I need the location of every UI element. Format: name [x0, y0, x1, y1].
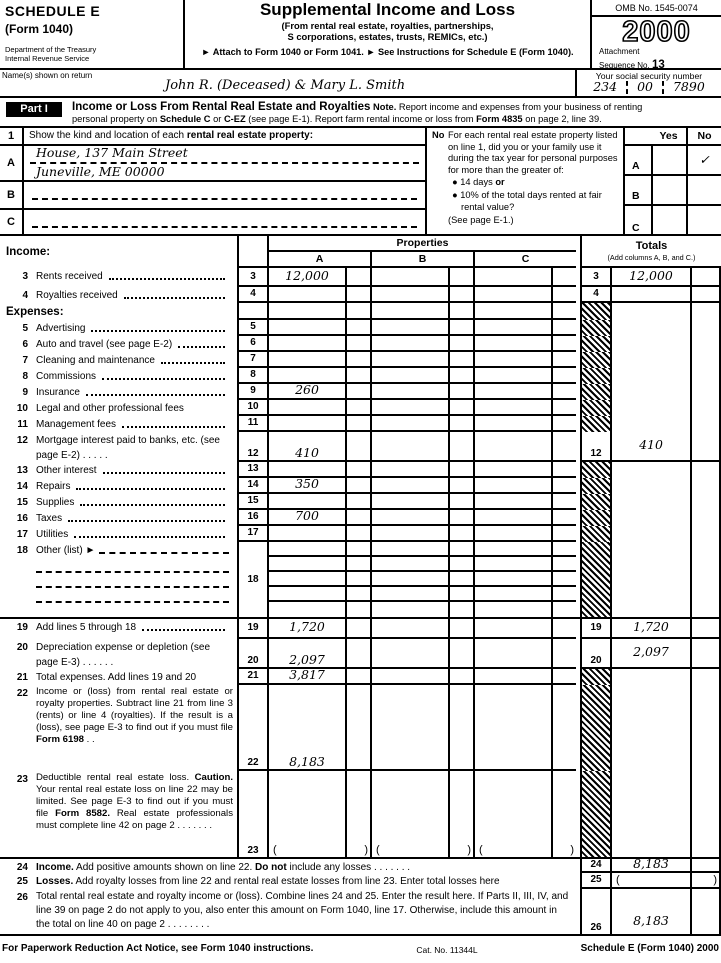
line3-total-amount[interactable]: 12,000	[610, 268, 690, 287]
line5-row: 5 Advertising 5	[0, 320, 721, 336]
hatched-cell	[580, 542, 610, 617]
property-c-letter: C	[0, 210, 24, 234]
line21-a-amount[interactable]: 3,817	[267, 669, 345, 685]
line4-label: Royalties received	[36, 290, 118, 301]
line4-c-cents[interactable]	[551, 287, 576, 303]
line11-c-amount[interactable]	[473, 416, 551, 432]
income-label: Income:	[6, 246, 51, 258]
line19-total-no: 19	[580, 619, 610, 639]
form-subtitle: (From rental real estate, royalties, partnerships, S corporations, estates, trusts, REMICs, etc.)	[281, 19, 494, 42]
line26-total-no: 26	[580, 889, 610, 934]
hatched-cell	[580, 352, 610, 368]
hatched-cell	[580, 400, 610, 416]
line4-b-cents[interactable]	[448, 287, 473, 303]
line17-desc: 17 Utilities	[0, 526, 237, 542]
line10-desc: 10 Legal and other professional fees	[16, 403, 184, 414]
answer-row-b	[625, 176, 721, 206]
hatched-cell	[580, 510, 610, 526]
answer-a-no-cell[interactable]: ✓	[686, 146, 721, 174]
line17-b-amount[interactable]	[370, 526, 448, 542]
hatched-cell	[580, 303, 610, 320]
line25-row: 25 Losses. Add royalty losses from line 22 and rental real estate losses from line 23. Enter total losses here 25 ( )	[0, 873, 721, 889]
line23-row: 23 Deductible rental real estate loss. Caution. Your rental real estate loss on line 22 may be limited. See page E-3 to find out if you must file Form 8582. Real estate professionals must complete line 42 on page 2 . . . . . . . 23 ( ) ( ) ( )	[0, 771, 721, 857]
line3-b-cents[interactable]	[448, 268, 473, 287]
part1-label: Part I	[6, 102, 62, 117]
ssn-label: Your social security number	[595, 71, 703, 81]
line22-desc: 22 Income or (loss) from rental real estate or royalty properties. Subtract line 21 from line 3 (rents) or line 4 (royalties). If the result is a (loss), see page E-3 to find out if you must file Form 6198 . .	[16, 686, 233, 745]
dot-leader	[124, 297, 225, 299]
line12-total-amount[interactable]: 410	[610, 432, 690, 462]
header-lineno-cell	[237, 236, 267, 268]
line12-c-amount[interactable]	[473, 432, 551, 462]
dot-leader	[103, 472, 225, 474]
line17-row: 17 Utilities 17	[0, 526, 721, 542]
tax-year: 2000	[622, 16, 691, 48]
line24-total-amount[interactable]: 8,183	[610, 859, 690, 873]
omb-number: OMB No. 1545-0074	[592, 0, 721, 17]
line3-label: Rents received	[36, 271, 103, 282]
line25-total-no: 25	[580, 873, 610, 889]
hatched-cell	[580, 416, 610, 432]
line4-a-cents[interactable]	[345, 287, 370, 303]
agency-label: Department of the Treasury Internal Revenue Service	[5, 44, 97, 64]
line12-total-no: 12	[580, 432, 610, 462]
line1-header	[0, 128, 425, 146]
hatched-cell	[580, 462, 610, 478]
line5-c-amount[interactable]	[473, 320, 551, 336]
line4-total-amount[interactable]	[610, 287, 690, 303]
line19-row: 19 Add lines 5 through 18 19 1,720 19 1,720	[0, 617, 721, 639]
line3-c-cents[interactable]	[551, 268, 576, 287]
yes-no-table	[623, 128, 721, 236]
line9-b-amount[interactable]	[370, 384, 448, 400]
line23-desc: 23 Deductible rental real estate loss. Caution. Your rental real estate loss on line 22 may be limited. See page E-3 to find out if you must file Form 8582. Real estate professionals must complete line 42 on page 2 . . . . . . .	[16, 772, 233, 831]
line4-c-amount[interactable]	[473, 287, 551, 303]
hatched-cell	[580, 771, 610, 857]
property-b-letter: B	[0, 182, 24, 208]
paperwork-notice: For Paperwork Reduction Act Notice, see Form 1040 instructions.	[2, 943, 314, 954]
line13-desc: 13 Other interest	[0, 462, 237, 478]
line23-a-amount[interactable]: (	[267, 771, 345, 857]
line9-row: 9 Insurance 9 260	[0, 384, 721, 400]
property-c-line1-field[interactable]	[32, 211, 417, 228]
line1-no: 1	[0, 128, 24, 144]
schedule-title: SCHEDULE E	[5, 3, 101, 19]
line26-desc: 26 Total rental real estate and royalty income or (loss). Combine lines 24 and 25. Enter the result here. If Parts II, III, IV, and line 39 on page 2 do not apply to you, also enter this amount on Form 1040, line 17. Otherwise, include this amount in the total on line 40 on page 2 . . . . . . . .	[16, 891, 569, 930]
line21-row: 21 Total expenses. Add lines 19 and 20 21 3,817	[0, 669, 721, 685]
form-title: Supplemental Income and Loss	[259, 0, 516, 19]
line7-c-amount[interactable]	[473, 352, 551, 368]
line6-c-amount[interactable]	[473, 336, 551, 352]
line21-desc: 21 Total expenses. Add lines 19 and 20	[16, 672, 197, 683]
line13-row: 13 Other interest 13	[0, 462, 721, 478]
line7-desc: 7 Cleaning and maintenance	[0, 352, 237, 368]
line4-desc: 4 Royalties received	[0, 287, 237, 303]
dot-leader	[86, 394, 225, 396]
property-row-c	[0, 210, 425, 234]
line18-a-amount[interactable]	[267, 542, 345, 617]
dot-leader	[142, 629, 225, 631]
line14-c-amount[interactable]	[473, 478, 551, 494]
line20-row: 20 Depreciation expense or depletion (see page E-3) . . . . . . 20 2,097 20 2,097	[0, 639, 721, 669]
question2-text: For each rental real estate property listed on line 1, did you or your family use it during the tax year for personal purposes for more than the greater of:	[448, 130, 618, 175]
line14-row: 14 Repairs 14 350	[0, 478, 721, 494]
line22-c-amount[interactable]	[473, 685, 551, 771]
income-section	[0, 236, 237, 268]
line8-row: 8 Commissions 8	[0, 368, 721, 384]
line16-b-amount[interactable]	[370, 510, 448, 526]
dot-leader	[122, 426, 225, 428]
dot-leader	[161, 362, 225, 364]
form-title-block	[185, 0, 590, 68]
line7-b-amount[interactable]	[370, 352, 448, 368]
dot-leader	[102, 378, 225, 380]
line20-a-amount[interactable]: 2,097	[267, 639, 345, 669]
hatched-cell	[580, 478, 610, 494]
line12-row: 12 Mortgage interest paid to banks, etc. (see page E-2) . . . . . 12 410 12 410	[0, 432, 721, 462]
line4-no: 4	[237, 287, 267, 303]
answer-c-letter: C	[632, 222, 640, 234]
line9-c-amount[interactable]	[473, 384, 551, 400]
line19-c-amount[interactable]	[473, 619, 551, 639]
taxpayer-name-field[interactable]: John R. (Deceased) & Mary L. Smith	[165, 78, 406, 93]
line11-row: 11 Management fees 11	[0, 416, 721, 432]
line13-c-amount[interactable]	[473, 462, 551, 478]
line25-total-amount[interactable]: (	[610, 873, 690, 889]
answer-b-no-cell[interactable]	[686, 176, 721, 204]
line14-a-amount[interactable]: 350	[267, 478, 345, 494]
dot-leader	[91, 330, 225, 332]
no-column-header: No	[686, 128, 721, 144]
line24-row	[0, 857, 721, 873]
line16-a-amount[interactable]: 700	[267, 510, 345, 526]
property-a-line1-field[interactable]: House, 137 Main Street	[30, 147, 419, 164]
taxpayer-row	[0, 70, 721, 98]
line20-b-amount[interactable]	[370, 639, 448, 669]
column-c-header: C	[473, 252, 576, 268]
line20-c-amount[interactable]	[473, 639, 551, 669]
part1-header	[0, 98, 721, 128]
hatched-cell	[580, 384, 610, 400]
line18-desc: 18 Other (list) ►	[0, 542, 237, 617]
attach-instructions: ► Attach to Form 1040 or Form 1041. ► See Instructions for Schedule E (Form 1040).	[201, 47, 574, 58]
answer-b-yes-cell[interactable]	[651, 176, 686, 204]
hatched-cell	[580, 336, 610, 352]
ssn-box	[575, 70, 721, 96]
line13-b-amount[interactable]	[370, 462, 448, 478]
question2-no: No	[432, 130, 445, 140]
line4-total-no: 4	[580, 287, 610, 303]
property-a-line2-field[interactable]: Juneville, ME 00000	[36, 164, 165, 179]
omb-year-block	[590, 0, 721, 71]
hatched-cell	[580, 669, 610, 685]
dash-entry-line[interactable]	[36, 573, 229, 588]
table-header-row	[0, 236, 721, 268]
line6-desc: 6 Auto and travel (see page E-2)	[0, 336, 237, 352]
expenses-section-row	[0, 303, 721, 320]
line11-b-amount[interactable]	[370, 416, 448, 432]
answer-b-letter: B	[632, 190, 640, 202]
answer-c-no-cell[interactable]	[686, 206, 721, 236]
form-footer-id: Schedule E (Form 1040) 2000	[580, 943, 719, 954]
dot-leader	[76, 488, 225, 490]
line19-desc: 19 Add lines 5 through 18	[0, 619, 237, 639]
line19-total-amount[interactable]: 1,720	[610, 619, 690, 639]
totals-header: Totals (Add columns A, B, and C.)	[580, 236, 721, 268]
line16-desc: 16 Taxes	[0, 510, 237, 526]
line21-b-amount[interactable]	[370, 669, 448, 685]
yes-column-header: Yes	[659, 130, 678, 142]
answer-c-yes-cell[interactable]	[651, 206, 686, 236]
line4-total-cents[interactable]	[690, 287, 721, 303]
column-a-header: A	[267, 252, 370, 268]
dot-leader	[80, 504, 225, 506]
name-label: Name(s) shown on return	[2, 71, 93, 80]
property-a-letter: A	[0, 146, 24, 180]
line3-a-cents[interactable]	[345, 268, 370, 287]
line14-desc: 14 Repairs	[0, 478, 237, 494]
line3-b-amount[interactable]	[370, 268, 448, 287]
line8-b-amount[interactable]	[370, 368, 448, 384]
line6-b-amount[interactable]	[370, 336, 448, 352]
expenses-section	[0, 303, 237, 320]
dot-leader	[109, 278, 225, 280]
line10-b-amount[interactable]	[370, 400, 448, 416]
line16-row: 16 Taxes 16 700	[0, 510, 721, 526]
line18-b-amount[interactable]	[370, 542, 448, 617]
line6-a-amount[interactable]	[267, 336, 345, 352]
line5-b-amount[interactable]	[370, 320, 448, 336]
line23-c-amount[interactable]: (	[473, 771, 551, 857]
line3-c-amount[interactable]	[473, 268, 551, 287]
answer-row-a	[625, 146, 721, 176]
line11-a-amount[interactable]	[267, 416, 345, 432]
property-section	[0, 128, 721, 236]
hatched-cell	[580, 685, 610, 771]
line5-desc: 5 Advertising	[0, 320, 237, 336]
line11-desc: 11 Management fees	[0, 416, 237, 432]
dot-leader	[68, 520, 225, 522]
line24-desc: 24 Income. Add positive amounts shown on line 22. Do not include any losses . . . . . . .	[16, 862, 411, 873]
dash-entry-line[interactable]	[99, 552, 229, 554]
line20-desc: 20 Depreciation expense or depletion (see page E-3) . . . . . .	[16, 642, 210, 668]
line26-total-amount[interactable]: 8,183	[610, 889, 690, 934]
line7-a-amount[interactable]	[267, 352, 345, 368]
part1-title-line: Income or Loss From Rental Real Estate and Royalties Note. Report income and expenses from your business of renting	[72, 101, 643, 113]
hatched-cell	[580, 320, 610, 336]
form-id-block	[0, 0, 185, 68]
ssn-field[interactable]: 234 00 7890	[593, 79, 705, 94]
form-number: (Form 1040)	[5, 22, 74, 36]
form-header	[0, 0, 721, 70]
yes-no-header	[625, 128, 721, 146]
line12-a-amount[interactable]: 410	[267, 432, 345, 462]
expenses-label: Expenses:	[6, 305, 64, 318]
page-footer	[0, 940, 721, 955]
properties-header-label: Properties	[267, 236, 576, 252]
line4-row	[0, 287, 721, 303]
line8-c-amount[interactable]	[473, 368, 551, 384]
line22-b-amount[interactable]	[370, 685, 448, 771]
question2-bullet1: ● 14 days or	[452, 177, 505, 188]
line12-b-amount[interactable]	[370, 432, 448, 462]
properties-header	[267, 236, 576, 268]
answer-a-yes-cell[interactable]	[651, 146, 686, 174]
line19-a-amount[interactable]: 1,720	[267, 619, 345, 639]
answer-row-c	[625, 206, 721, 236]
line10-a-amount[interactable]	[267, 400, 345, 416]
line1-label: Show the kind and location of each rental real estate property:	[29, 130, 314, 141]
attachment-sequence: Attachment Sequence No. 13	[599, 47, 665, 71]
line20-total-no: 20	[580, 639, 610, 669]
line9-desc: 9 Insurance	[0, 384, 237, 400]
line8-desc: 8 Commissions	[0, 368, 237, 384]
answer-a-letter: A	[632, 160, 640, 172]
question2	[427, 128, 621, 236]
dash-entry-line[interactable]	[36, 588, 229, 603]
line3-desc: 3 Rents received	[0, 268, 237, 287]
catalog-number: Cat. No. 11344L	[416, 945, 478, 955]
line5-a-amount[interactable]	[267, 320, 345, 336]
line17-a-amount[interactable]	[267, 526, 345, 542]
property-b-line1-field[interactable]	[32, 183, 417, 200]
line15-b-amount[interactable]	[370, 494, 448, 510]
hatched-cell	[580, 494, 610, 510]
line25-desc: 25 Losses. Add royalty losses from line 22 and rental real estate losses from line 23. Enter total losses here	[16, 876, 500, 887]
line3-row	[0, 268, 721, 287]
line22-row: 22 Income or (loss) from rental real estate or royalty properties. Subtract line 21 from line 3 (rents) or line 4 (royalties). If the result is a (loss), see page E-3 to find out if you must file Form 6198 . . 22 8,183	[0, 685, 721, 771]
line3-no: 3	[237, 268, 267, 287]
line19-b-amount[interactable]	[370, 619, 448, 639]
line20-total-amount[interactable]: 2,097	[610, 639, 690, 669]
grid-sublines	[269, 542, 345, 603]
line18-c-amount[interactable]	[473, 542, 551, 617]
property-row-b	[0, 182, 425, 210]
column-b-header: B	[370, 252, 473, 268]
line4-a-amount[interactable]	[267, 287, 345, 303]
line3-a-amount[interactable]: 12,000	[267, 268, 345, 287]
question2-see-note: (See page E-1.)	[448, 215, 514, 226]
line15-row: 15 Supplies 15	[0, 494, 721, 510]
line26-row	[0, 889, 721, 936]
line6-row: 6 Auto and travel (see page E-2) 6	[0, 336, 721, 352]
question2-bullet2: ● 10% of the total days rented at fair rental value?	[452, 189, 602, 212]
line3-total-no: 3	[580, 268, 610, 287]
line24-total-no: 24	[580, 859, 610, 873]
line17-c-amount[interactable]	[473, 526, 551, 542]
property-row-a	[0, 146, 425, 182]
dot-leader	[74, 536, 225, 538]
line15-c-amount[interactable]	[473, 494, 551, 510]
line3-total-cents[interactable]	[690, 268, 721, 287]
part1-note-line2: personal property on Schedule C or C-EZ (see page E-1). Report farm rental income or loss from Form 4835 on page 2, line 39.	[72, 114, 602, 124]
line12-desc: 12 Mortgage interest paid to banks, etc. (see page E-2) . . . . .	[16, 435, 220, 461]
line10-c-amount[interactable]	[473, 400, 551, 416]
property-list	[0, 128, 427, 236]
line7-row: 7 Cleaning and maintenance 7	[0, 352, 721, 368]
line21-c-amount[interactable]	[473, 669, 551, 685]
line23-b-amount[interactable]: (	[370, 771, 448, 857]
line14-b-amount[interactable]	[370, 478, 448, 494]
dot-leader	[178, 346, 225, 348]
line10-row: 10 Legal and other professional fees 10	[0, 400, 721, 416]
line9-a-amount[interactable]: 260	[267, 384, 345, 400]
hatched-cell	[580, 526, 610, 542]
line4-b-amount[interactable]	[370, 287, 448, 303]
hatched-cell	[580, 368, 610, 384]
dash-entry-line[interactable]	[36, 558, 229, 573]
income-expense-table	[0, 236, 721, 936]
line16-c-amount[interactable]	[473, 510, 551, 526]
line18-row: 18 Other (list) ► 18	[0, 542, 721, 617]
line15-desc: 15 Supplies	[0, 494, 237, 510]
line22-a-amount[interactable]: 8,183	[267, 685, 345, 771]
